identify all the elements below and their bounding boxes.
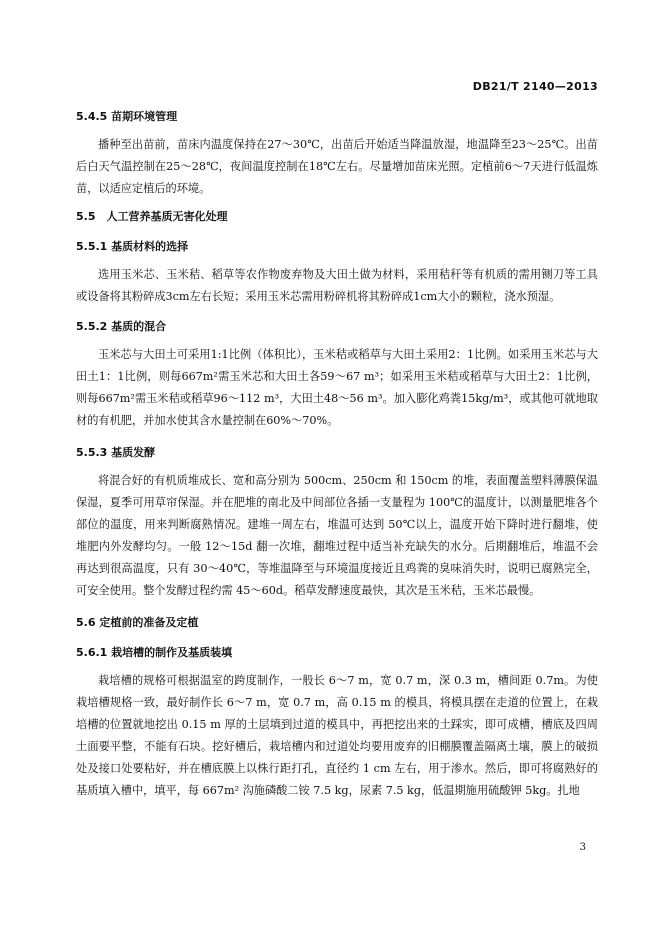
heading-5-5-1: 5.5.1 基质材料的选择: [76, 240, 189, 253]
paragraph: 选用玉米芯、玉米秸、稻草等农作物废弃物及大田土做为材料，采用秸秆等有机质的需用铡刀等工具或设备将其粉碎成3cm左右长短；采用玉米芯需用粉碎机将其粉碎成1cm大小的颗粒，浇水预湿。: [76, 268, 598, 303]
document-code: DB21/T 2140—2013: [472, 80, 598, 93]
heading-5-5-2: 5.5.2 基质的混合: [76, 320, 167, 333]
paragraph: 栽培槽的规格可根据温室的跨度制作，一般长 6～7 m，宽 0.7 m，深 0.3 m，槽间距 0.7m。为使栽培槽规格一致，最好制作长 6～7 m，宽 0.7 m，高 0.15 m 的模具，将模具摆在走道的位置上，在栽培槽的位置就地挖出 0.15 m 厚的土层填到过道的模具中，再把挖出来的土踩实，即可成槽，槽底及四周土面要平整，不能有石块。挖好槽后，栽培槽内和过道处均要用废弃的旧棚膜覆盖隔离土壤，膜上的破损处及接口处要粘好，并在槽底膜上以株行距打孔，直径约 1 cm 左右，用于渗水。然后，即可将腐熟好的基质填入槽中，填平，每 667m² 沟施磷酸二铵 7.5 kg，尿素 7.5 kg，低温期施用硫酸钾 5kg。扎地: [76, 674, 598, 797]
paragraph: 播种至出苗前，苗床内温度保持在27～30℃，出苗后开始适当降温放湿，地温降至23～25℃。出苗后白天气温控制在25～28℃，夜间温度控制在18℃左右。尽量增加苗床光照。定植前6～7天进行低温炼苗，以适应定植后的环境。: [76, 138, 598, 195]
heading-5-6: 5.6 定植前的准备及定植: [76, 616, 199, 629]
paragraph: 将混合好的有机质堆成长、宽和高分别为 500cm、250cm 和 150cm 的堆，表面覆盖塑料薄膜保温保湿，夏季可用草帘保湿。并在肥堆的南北及中间部位各插一支量程为 100℃的温度计，以测量肥堆各个部位的温度，用来判断腐熟情况。建堆一周左右，堆温可达到 50℃以上，温度开始下降时进行翻堆，使堆肥内外发酵均匀。一般 12～15d 翻一次堆，翻堆过程中适当补充缺失的水分。后期翻堆后，堆温不会再达到很高温度，只有 30～40℃，等堆温降至与环境温度接近且鸡粪的臭味消失时，说明已腐熟完全，可安全使用。整个发酵过程约需 45～60d。稻草发酵速度最快，其次是玉米秸，玉米芯最慢。: [76, 474, 598, 597]
heading-5-6-1: 5.6.1 栽培槽的制作及基质装填: [76, 646, 233, 659]
page-number: 3: [579, 842, 586, 853]
heading-5-4-5: 5.4.5 苗期环境管理: [76, 110, 178, 123]
paragraph: 玉米芯与大田土可采用1:1比例（体积比），玉米秸或稻草与大田土采用2：1比例。如采用玉米芯与大田土1：1比例，则每667m²需玉米芯和大田土各59～67 m³；如采用玉米秸或稻草与大田土2：1比例，则每667m²需玉米秸或稻草96～112 m³，大田土48～56 m³。加入膨化鸡粪15kg/m³，或其他可就地取材的有机肥，并加水使其含水量控制在60%～70%。: [76, 348, 598, 427]
document-body: [76, 108, 598, 802]
heading-5-5-3: 5.5.3 基质发酵: [76, 446, 156, 459]
heading-5-5: 5.5 人工营养基质无害化处理: [76, 210, 228, 223]
